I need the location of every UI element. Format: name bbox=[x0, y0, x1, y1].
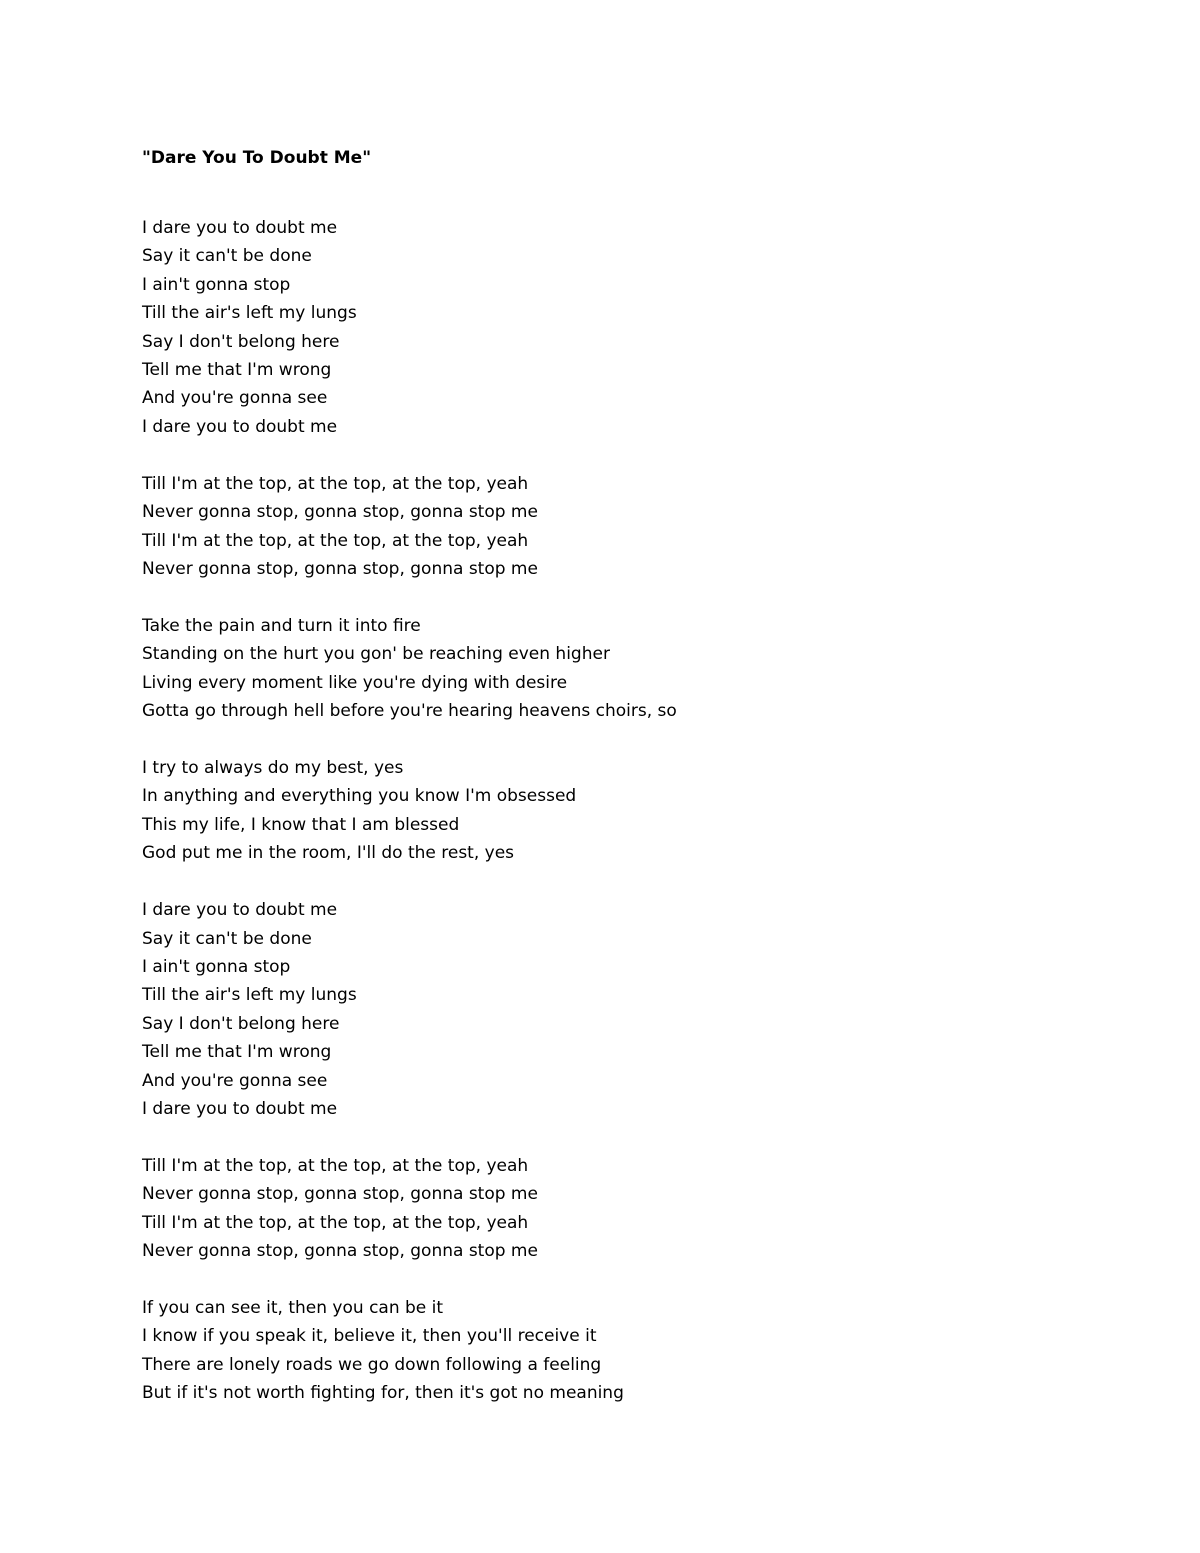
lyric-line: Never gonna stop, gonna stop, gonna stop me bbox=[142, 502, 538, 523]
lyric-line: I try to always do my best, yes bbox=[142, 758, 404, 779]
lyric-line: Till I'm at the top, at the top, at the top, yeah bbox=[142, 1155, 529, 1176]
lyric-line: Gotta go through hell before you're hearing heavens choirs, so bbox=[142, 701, 677, 722]
lyric-line: There are lonely roads we go down following a feeling bbox=[142, 1354, 602, 1375]
lyric-line: Till I'm at the top, at the top, at the top, yeah bbox=[142, 473, 529, 494]
lyric-line: Say it can't be done bbox=[142, 928, 312, 949]
lyric-line: And you're gonna see bbox=[142, 388, 328, 409]
stanza bbox=[142, 1152, 1142, 1266]
lyric-line: And you're gonna see bbox=[142, 1070, 328, 1091]
lyric-line: Say I don't belong here bbox=[142, 331, 340, 352]
stanza bbox=[142, 612, 1142, 726]
lyric-line: But if it's not worth fighting for, then it's got no meaning bbox=[142, 1383, 624, 1404]
lyric-line: I ain't gonna stop bbox=[142, 956, 291, 977]
lyric-line: If you can see it, then you can be it bbox=[142, 1298, 444, 1319]
lyric-line: Tell me that I'm wrong bbox=[142, 1042, 332, 1063]
lyric-line: I dare you to doubt me bbox=[142, 218, 338, 238]
lyric-line: This my life, I know that I am blessed bbox=[142, 814, 460, 835]
lyric-line: Take the pain and turn it into fire bbox=[142, 615, 421, 636]
lyric-line: I dare you to doubt me bbox=[142, 900, 338, 921]
stanza bbox=[142, 754, 1142, 868]
lyric-line: I dare you to doubt me bbox=[142, 416, 338, 437]
lyric-line: Say I don't belong here bbox=[142, 1013, 340, 1034]
lyric-line: Never gonna stop, gonna stop, gonna stop me bbox=[142, 1184, 538, 1205]
lyrics-body bbox=[142, 214, 1142, 1436]
lyric-line: I ain't gonna stop bbox=[142, 274, 291, 295]
lyric-line: I dare you to doubt me bbox=[142, 1098, 338, 1119]
lyric-line: In anything and everything you know I'm obsessed bbox=[142, 786, 577, 807]
lyric-line: Tell me that I'm wrong bbox=[142, 359, 332, 380]
lyric-line: Living every moment like you're dying with desire bbox=[142, 672, 568, 693]
stanza bbox=[142, 470, 1142, 584]
lyric-line: Say it can't be done bbox=[142, 246, 312, 267]
lyric-line: Till I'm at the top, at the top, at the top, yeah bbox=[142, 1212, 529, 1233]
lyric-line: Till the air's left my lungs bbox=[142, 985, 357, 1006]
lyric-line: Till the air's left my lungs bbox=[142, 303, 357, 324]
song-title: "Dare You To Doubt Me" bbox=[142, 148, 372, 168]
lyric-line: Standing on the hurt you gon' be reaching even higher bbox=[142, 644, 610, 665]
lyric-line: I know if you speak it, believe it, then you'll receive it bbox=[142, 1326, 597, 1347]
stanza bbox=[142, 214, 1142, 441]
stanza bbox=[142, 1294, 1142, 1408]
lyric-line: Till I'm at the top, at the top, at the top, yeah bbox=[142, 530, 529, 551]
lyric-line: Never gonna stop, gonna stop, gonna stop me bbox=[142, 558, 538, 579]
lyric-line: God put me in the room, I'll do the rest, yes bbox=[142, 843, 515, 864]
stanza bbox=[142, 896, 1142, 1123]
lyric-line: Never gonna stop, gonna stop, gonna stop me bbox=[142, 1241, 538, 1262]
